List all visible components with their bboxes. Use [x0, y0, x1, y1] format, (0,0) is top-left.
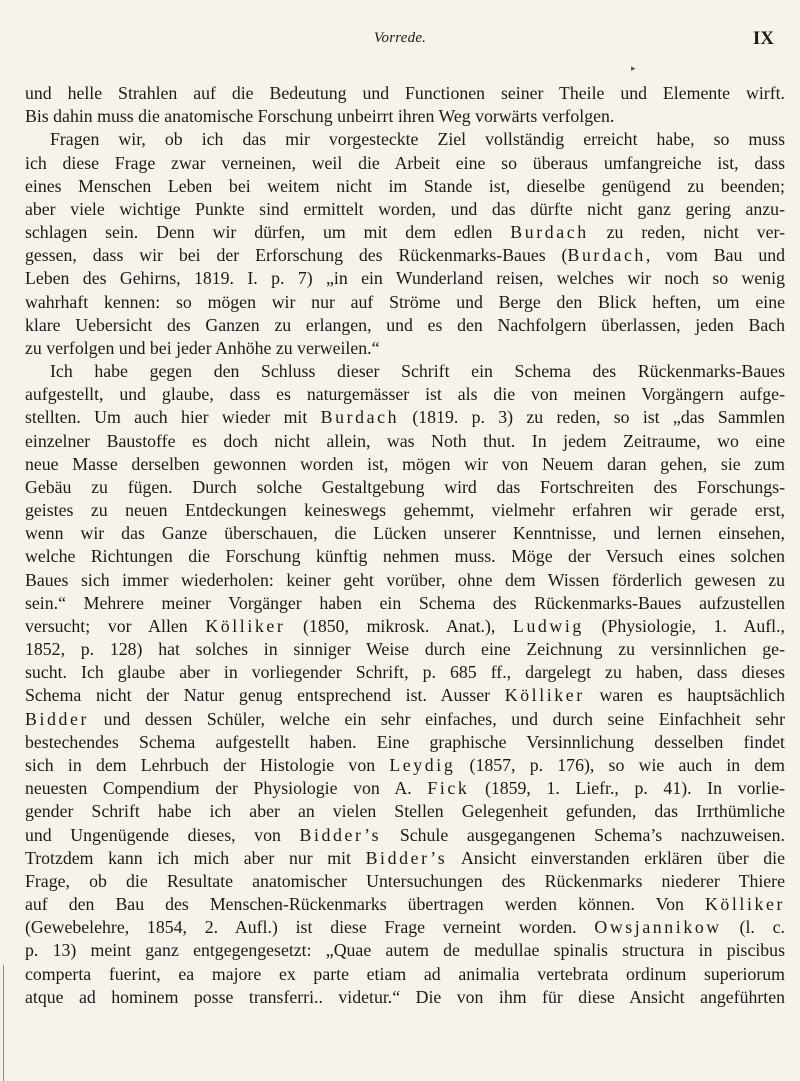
text-line: Gebäu zu fügen. Durch solche Gestaltgebung wird das Fortschreiten des Forschungs- — [25, 476, 785, 497]
text-line: bestechendes Schema aufgestellt haben. Eine graphische Versinnlichung desselben findet — [25, 731, 785, 752]
text-run: und Ungenügende dieses, von — [25, 824, 300, 845]
text-run: (Gewebelehre, 1854, 2. Aufl.) ist diese Frage verneint worden. — [25, 917, 595, 938]
text-run: und dessen Schüler, welche ein sehr einfaches, und durch seine Einfachheit sehr — [89, 708, 785, 729]
text-line: p. 13) meint ganz entgegengesetzt: „Quae autem de medullae spinalis structura in piscibus — [25, 940, 785, 961]
text-line — [25, 916, 785, 939]
running-title: Vorrede. — [373, 30, 427, 46]
text-line — [25, 847, 785, 870]
text-line — [25, 244, 785, 267]
author-name: Ludwig — [512, 615, 584, 636]
author-name: Bidder’s — [365, 847, 448, 868]
text-line: atque ad hominem posse transferri.. videtur.“ Die von ihm für diese Ansicht angeführten — [25, 986, 785, 1007]
text-line — [25, 824, 785, 847]
text-line — [25, 221, 785, 244]
text-line — [25, 615, 785, 638]
text-run: zu reden, nicht ver- — [588, 222, 785, 243]
text-run: Trotzdem kann ich mich aber nur mit — [25, 847, 366, 868]
text-line: Bis dahin muss die anatomische Forschung unbeirrt ihren Weg vorwärts verfolgen. — [25, 106, 615, 127]
text-line: gender Schrift habe ich aber an vielen Stellen Gelegenheit gefunden, das Irrthümliche — [25, 801, 785, 822]
text-run: (Physiologie, 1. Aufl., — [583, 615, 785, 636]
text-run: waren es hauptsächlich — [584, 685, 785, 706]
text-line: klare Uebersicht des Ganzen zu erlangen, und es den Nachfolgern überlassen, jeden Bach — [25, 314, 785, 335]
text-line — [25, 684, 785, 707]
text-run: Ansicht einverstanden erklären über die — [447, 847, 785, 868]
text-line: einzelner Baustoffe es doch nicht allein, was Noth thut. In jedem Zeitraume, wo eine — [25, 430, 785, 451]
author-name: Leydig — [389, 754, 456, 775]
text-run: (1859, 1. Liefr., p. 41). In vorlie- — [469, 778, 785, 799]
text-run: gessen, dass wir bei der Erforschung des Rückenmarks-Baues ( — [25, 245, 568, 266]
text-line: wenn wir das Ganze überschauen, die Lücken unserer Kenntnisse, und lernen einsehen, — [25, 523, 785, 544]
text-line: sein.“ Mehrere meiner Vorgänger haben ein Schema des Rückenmarks-Baues aufzustellen — [25, 592, 785, 613]
text-run: versucht; vor Allen — [25, 615, 206, 636]
text-line: 1852, p. 128) hat solches in sinniger Weise durch eine Zeichnung zu versinnlichen ge- — [25, 639, 785, 660]
text-line: Ich habe gegen den Schluss dieser Schrift ein Schema des Rückenmarks-Baues — [50, 361, 785, 382]
text-run: sich in dem Lehrbuch der Histologie von — [25, 754, 390, 775]
author-name: Fick — [427, 778, 470, 799]
author-name: Kölliker — [504, 685, 585, 706]
text-line — [25, 754, 785, 777]
text-line: neue Masse derselben gewonnen worden ist, mögen wir von Neuem daran gehen, sie zum — [25, 453, 785, 474]
text-line: wahrhaft kennen: so mögen wir nur auf Ströme und Berge den Blick heften, um eine — [25, 291, 785, 312]
body-text — [25, 82, 785, 1072]
author-name: Kölliker — [205, 615, 286, 636]
author-name: Burdach — [510, 222, 589, 243]
author-name: Owsjannikow — [594, 917, 722, 938]
text-line: zu verfolgen und bei jeder Anhöhe zu verweilen.“ — [25, 337, 380, 358]
text-line: comperta fuerint, ea majore ex parte etiam ad animalia vertebrata ordinum superiorum — [25, 963, 785, 984]
text-run: , vom Bau und — [645, 245, 785, 266]
text-run: Schule ausgegangenen Schema’s nachzuweisen. — [381, 824, 785, 845]
text-run: (1819. p. 3) zu reden, so ist „das Sammlen — [399, 407, 785, 428]
text-line: welche Richtungen die Forschung künftig nehmen muss. Möge der Versuch eines solchen — [25, 546, 785, 567]
author-name: Kölliker — [704, 894, 785, 915]
text-line: Fragen wir, ob ich das mir vorgesteckte Ziel vollständig erreicht habe, so muss — [50, 129, 785, 150]
text-line: Baues sich immer wiederholen: keiner geht vorüber, ohne dem Wissen förderlich gewesen zu — [25, 569, 785, 590]
ink-mark: ▸ — [631, 64, 636, 74]
author-name: Burdach — [320, 407, 400, 428]
running-head — [60, 28, 774, 52]
text-line: sucht. Ich glaube aber in vorliegender Schrift, p. 685 ff., dargelegt zu haben, dass dieses — [25, 662, 785, 683]
text-run: schlagen sein. Denn wir dürfen, um mit dem edlen — [25, 222, 511, 243]
text-line — [25, 406, 785, 429]
page-number: IX — [752, 28, 774, 49]
text-line: aber viele wichtige Punkte sind ermittelt worden, und das dürfte nicht ganz gering anzu- — [25, 198, 785, 219]
text-run: neuesten Compendium der Physiologie von A. — [25, 778, 428, 799]
text-line — [25, 708, 785, 731]
author-name: Burdach — [567, 245, 646, 266]
author-name: Bidder — [25, 708, 89, 729]
text-run: Schema nicht der Natur genug entsprechend ist. Ausser — [25, 685, 505, 706]
text-line — [25, 777, 785, 800]
author-name: Bidder’s — [299, 824, 382, 845]
text-run: (l. c. — [721, 917, 785, 938]
margin-rule — [3, 965, 4, 1081]
text-line: eines Menschen Leben bei weitem nicht im Stande ist, dieselbe genügend zu beenden; — [25, 175, 785, 196]
text-line — [25, 893, 785, 916]
text-line: ich diese Frage zwar verneinen, weil die Arbeit eine so überaus umfangreiche ist, dass — [25, 152, 785, 173]
text-line: geistes zu neuen Entdeckungen keineswegs gehemmt, vielmehr erfahren wir gerade erst, — [25, 500, 785, 521]
text-run: stellten. Um auch hier wieder mit — [25, 407, 321, 428]
text-line: aufgestellt, und glaube, dass es naturgemässer ist als die von meinen Vorgängern aufge- — [25, 384, 785, 405]
text-line: Leben des Gehirns, 1819. I. p. 7) „in ein Wunderland reisen, welches wir noch so wenig — [25, 268, 785, 289]
text-run: (1850, mikrosk. Anat.), — [285, 615, 513, 636]
text-run: (1857, p. 176), so wie auch in dem — [455, 754, 785, 775]
text-run: auf den Bau des Menschen-Rückenmarks übertragen werden können. Von — [25, 894, 705, 915]
text-line: Frage, ob die Resultate anatomischer Untersuchungen des Rückenmarks niederer Thiere — [25, 870, 785, 891]
text-line: und helle Strahlen auf die Bedeutung und Functionen seiner Theile und Elemente wirft. — [25, 83, 785, 103]
